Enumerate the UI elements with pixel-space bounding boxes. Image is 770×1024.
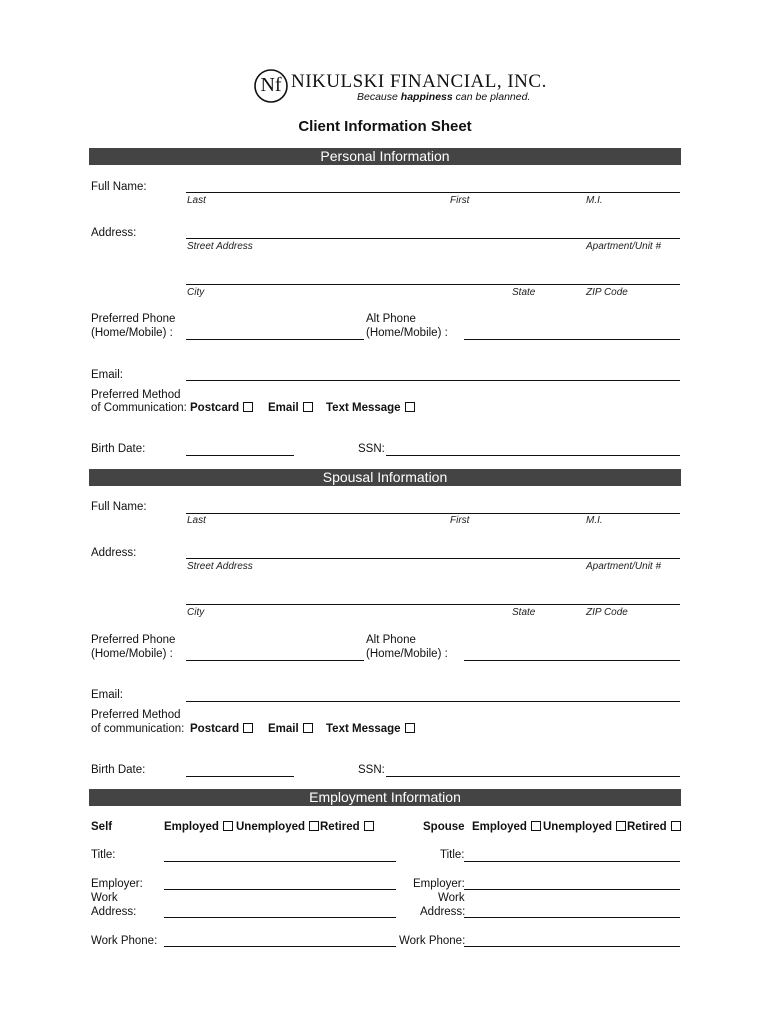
label-preferred-phone-type: (Home/Mobile) : [91,327,173,339]
company-name: NIKULSKI FINANCIAL, INC. [291,71,547,92]
spouse-work-address-field[interactable] [464,917,680,918]
label-spouse-title: Title: [440,849,465,861]
spouse-ssn-field[interactable] [386,776,680,777]
sublabel-street: Street Address [187,241,253,252]
full-name-field[interactable] [186,192,680,193]
label-spouse-preferred-method: Preferred Method [91,709,181,721]
label-spouse-preferred-phone-type: (Home/Mobile) : [91,648,173,660]
spouse-option-unemployed[interactable]: Unemployed [543,820,626,834]
spouse-employer-field[interactable] [464,889,680,890]
section-header-employment: Employment Information [89,789,681,806]
sublabel-street: Street Address [187,561,253,572]
self-option-unemployed[interactable]: Unemployed [236,820,319,834]
spouse-birth-date-field[interactable] [186,776,294,777]
birth-date-field[interactable] [186,455,294,456]
label-self-title: Title: [91,849,116,861]
label-spouse-alt-phone-type: (Home/Mobile) : [366,648,448,660]
spouse-option-employed[interactable]: Employed [472,820,541,834]
sublabel-first: First [450,515,470,526]
section-header-personal: Personal Information [89,148,681,165]
label-spouse-communication: of communication: [91,723,185,735]
label-preferred-phone: Preferred Phone [91,313,176,325]
section-header-spousal: Spousal Information [89,469,681,486]
page-title: Client Information Sheet [298,118,472,135]
spouse-option-postcard[interactable]: Postcard [190,722,253,736]
company-tagline: Because happiness can be planned. [357,91,531,103]
sublabel-apt: Apartment/Unit # [586,561,662,572]
label-full-name: Full Name: [91,181,147,193]
city-state-zip-field[interactable] [186,284,680,285]
spouse-alt-phone-field[interactable] [464,660,680,661]
self-title-field[interactable] [164,861,396,862]
checkbox-icon[interactable] [671,821,681,831]
checkbox-icon[interactable] [405,402,415,412]
spouse-option-email[interactable]: Email [268,722,313,736]
spouse-option-text-message[interactable]: Text Message [326,722,415,736]
label-self-work-phone: Work Phone: [91,935,158,947]
label-address: Address: [91,227,137,239]
street-address-field[interactable] [186,238,680,239]
label-self-employer: Employer: [91,878,143,890]
sublabel-apt: Apartment/Unit # [586,241,662,252]
label-ssn: SSN: [358,443,385,455]
label-alt-phone-type: (Home/Mobile) : [366,327,448,339]
spouse-full-name-field[interactable] [186,513,680,514]
ssn-field[interactable] [386,455,680,456]
sublabel-zip: ZIP Code [586,607,628,618]
sublabel-mi: M.I. [586,515,603,526]
label-spouse-work-phone: Work Phone: [399,935,466,947]
spouse-city-state-zip-field[interactable] [186,604,680,605]
sublabel-state: State [512,287,536,298]
spouse-email-field[interactable] [186,701,680,702]
checkbox-icon[interactable] [309,821,319,831]
label-birth-date: Birth Date: [91,443,146,455]
checkbox-icon[interactable] [223,821,233,831]
company-logo [253,68,547,108]
label-self: Self [91,821,113,833]
spouse-preferred-phone-field[interactable] [186,660,364,661]
sublabel-zip: ZIP Code [586,287,628,298]
checkbox-icon[interactable] [243,723,253,733]
label-spouse: Spouse [423,821,465,833]
label-alt-phone: Alt Phone [366,313,416,325]
label-spouse-employer: Employer: [413,878,465,890]
sublabel-state: State [512,607,536,618]
checkbox-icon[interactable] [243,402,253,412]
checkbox-icon[interactable] [303,402,313,412]
self-work-address-field[interactable] [164,917,396,918]
alt-phone-field[interactable] [464,339,680,340]
sublabel-city: City [187,287,205,298]
label-spouse-alt-phone: Alt Phone [366,634,416,646]
checkbox-icon[interactable] [405,723,415,733]
preferred-phone-field[interactable] [186,339,364,340]
checkbox-icon[interactable] [303,723,313,733]
logo-mark: Nf [260,74,282,96]
label-communication: of Communication: [91,402,187,414]
sublabel-mi: M.I. [586,195,603,206]
label-spouse-work: Work [438,892,465,904]
self-option-retired[interactable]: Retired [320,820,374,834]
label-self-work-address: Address: [91,906,137,918]
label-spouse-birth-date: Birth Date: [91,764,146,776]
sublabel-first: First [450,195,470,206]
sublabel-last: Last [187,195,206,206]
label-spouse-work-address: Address: [420,906,466,918]
label-spouse-preferred-phone: Preferred Phone [91,634,176,646]
label-self-work: Work [91,892,118,904]
option-email[interactable]: Email [268,401,313,415]
self-work-phone-field[interactable] [164,946,396,947]
sublabel-city: City [187,607,205,618]
spouse-work-phone-field[interactable] [464,946,680,947]
self-employer-field[interactable] [164,889,396,890]
self-option-employed[interactable]: Employed [164,820,233,834]
checkbox-icon[interactable] [364,821,374,831]
option-text-message[interactable]: Text Message [326,401,415,415]
spouse-option-retired[interactable]: Retired [627,820,681,834]
label-spouse-email: Email: [91,689,123,701]
checkbox-icon[interactable] [616,821,626,831]
spouse-street-address-field[interactable] [186,558,680,559]
spouse-title-field[interactable] [464,861,680,862]
label-spouse-ssn: SSN: [358,764,385,776]
label-spouse-full-name: Full Name: [91,501,147,513]
label-preferred-method: Preferred Method [91,389,181,401]
option-postcard[interactable]: Postcard [190,401,253,415]
email-field[interactable] [186,380,680,381]
checkbox-icon[interactable] [531,821,541,831]
label-spouse-address: Address: [91,547,137,559]
label-email: Email: [91,369,123,381]
sublabel-last: Last [187,515,206,526]
